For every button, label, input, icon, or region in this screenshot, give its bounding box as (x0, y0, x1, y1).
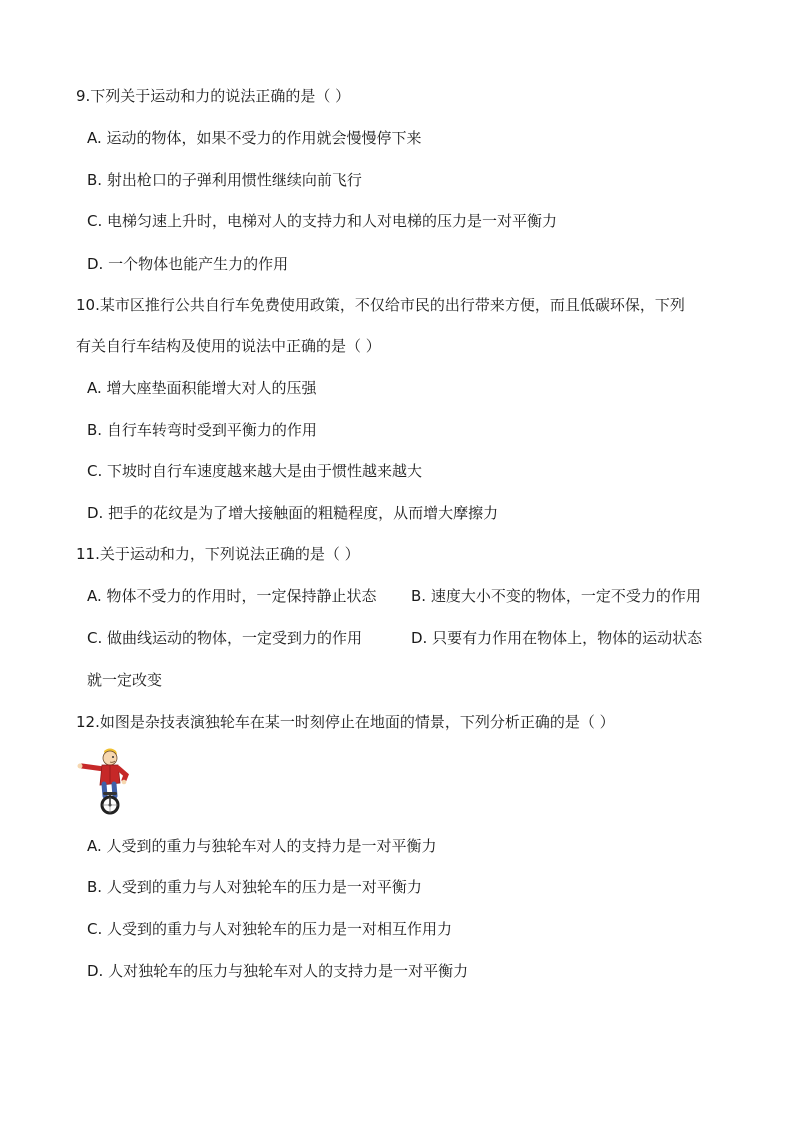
question-11-option-c: C. 做曲线运动的物体，一定受到力的作用 (87, 629, 363, 647)
question-10-option-d: D. 把手的花纹是为了增大接触面的粗糙程度，从而增大摩擦力 (87, 504, 499, 522)
question-11-option-a: A. 物体不受力的作用时，一定保持静止状态 (87, 587, 377, 605)
question-10-stem-line-1: 10.某市区推行公共自行车免费使用政策，不仅给市民的出行带来方便，而且低碳环保，下列 (76, 296, 685, 314)
question-12-option-c: C. 人受到的重力与人对独轮车的压力是一对相互作用力 (87, 920, 453, 938)
question-12-option-d: D. 人对独轮车的压力与独轮车对人的支持力是一对平衡力 (87, 962, 469, 980)
question-10-stem-line-2: 有关自行车结构及使用的说法中正确的是（ ） (76, 337, 381, 355)
question-9-option-b: B. 射出枪口的子弹利用惯性继续向前飞行 (87, 171, 362, 189)
question-9-option-d: D. 一个物体也能产生力的作用 (87, 255, 289, 273)
question-11-option-d: D. 只要有力作用在物体上，物体的运动状态 (411, 629, 703, 647)
question-10-option-a: A. 增大座垫面积能增大对人的压强 (87, 379, 317, 397)
question-9-option-c: C. 电梯匀速上升时，电梯对人的支持力和人对电梯的压力是一对平衡力 (87, 212, 558, 230)
question-12-option-a: A. 人受到的重力与独轮车对人的支持力是一对平衡力 (87, 837, 437, 855)
question-11-stem: 11.关于运动和力，下列说法正确的是（ ） (76, 545, 360, 563)
question-9-option-a: A. 运动的物体，如果不受力的作用就会慢慢停下来 (87, 129, 422, 147)
question-10-option-c: C. 下坡时自行车速度越来越大是由于惯性越来越大 (87, 462, 423, 480)
question-12-option-b: B. 人受到的重力与人对独轮车的压力是一对平衡力 (87, 878, 422, 896)
question-11-option-b: B. 速度大小不变的物体，一定不受力的作用 (411, 587, 701, 605)
question-11-option-d-continuation: 就一定改变 (87, 671, 163, 689)
question-12-stem: 12.如图是杂技表演独轮车在某一时刻停止在地面的情景，下列分析正确的是（ ） (76, 713, 615, 731)
question-9-stem: 9.下列关于运动和力的说法正确的是（ ） (76, 87, 351, 105)
unicycle-performer-icon (74, 747, 140, 815)
question-10-option-b: B. 自行车转弯时受到平衡力的作用 (87, 421, 317, 439)
